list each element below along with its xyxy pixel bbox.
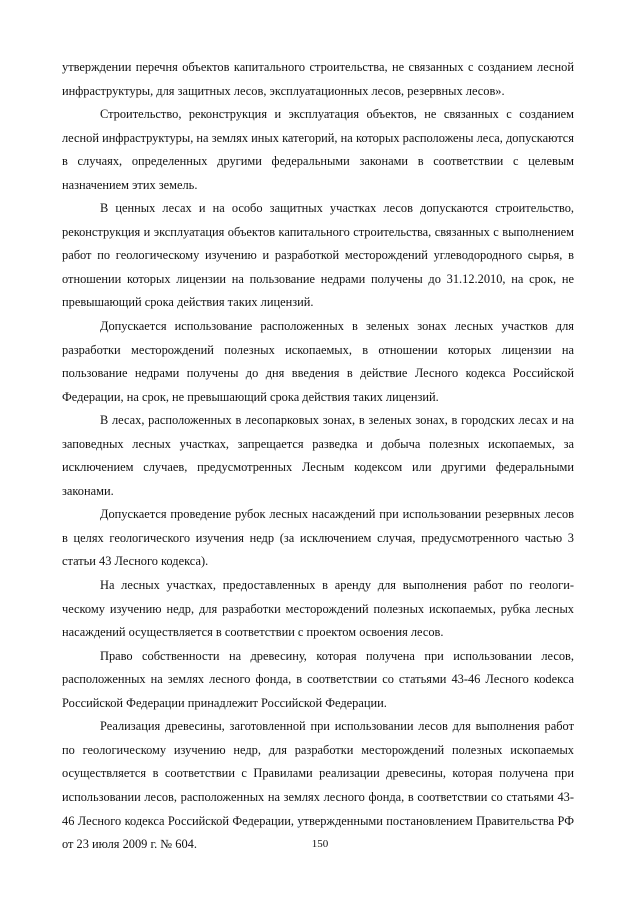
paragraph-wood-ownership: Право собственности на древесину, которая получена при использовании лесов, расположенных на землях лесного фонда, в соответствии со статьями 43-46 Лесного коdекса Российской Федерации принадлежит Российской Федерации. [62, 648, 574, 710]
page-number: 150 [311, 838, 329, 850]
paragraph-continuation: утверждении перечня объектов капитального строительства, не связанных с созданием лесной инфраструктуры, для защитных лесов, эксплуатационных лесов, резервных лесов». [62, 60, 574, 98]
paragraph-construction-other-lands: Строительство, реконструкция и эксплуатация объектов, не связанных с созданием лесной инфраструктуры, на землях иных категорий, на которых расположены леса, допускаются в случаях, определенных другими федеральными законами в соответствии с целевым назначением этих земель. [62, 107, 574, 192]
paragraph-wood-sale: Реализация древесины, заготовленной при использовании лесов для выполнения работ по геологическому изучению недр, для разработки месторождений полезных ископаемых осуществляется в соответствии с Правилами реализации древесины, которая получена при использовании лесов, расположенных на землях лесного фонда, в соответствии со статьями 43-46 Лесного кодекса Российской Федерации, утвержденными постановлением Правительства РФ от 23 июля 2009 г. № 604. [62, 719, 574, 852]
paragraph-valuable-forests: В ценных лесах и на особо защитных участках лесов допускаются строительство, реконструкция и эксплуатация объектов капитального строительства, связанных с выполнением работ по геологическому изучению и разработкой месторождений углеводородного сырья, в отношении которых лицензии на пользование недрами получены до 31.12.2010, на срок, не превышающий срока действия таких лицензий. [62, 201, 574, 310]
paragraph-leased-plots: На лесных участках, предоставленных в аренду для выполнения работ по геологическому изучению недр, для разработки месторождений полезных ископаемых, рубка лесных насаждений осуществляется в соответствии с проектом освоения лесов. [62, 578, 574, 640]
document-body [62, 56, 574, 857]
paragraph-reserve-forest-felling: Допускается проведение рубок лесных насаждений при использовании резервных лесов в целях геологического изучения недр (за исключением случая, предусмотренного частью 3 статьи 43 Лесного кодекса). [62, 507, 574, 569]
paragraph-forest-park-zones: В лесах, расположенных в лесопарковых зонах, в зеленых зонах, в городских лесах и на заповедных лесных участках, запрещается разведка и добыча полезных ископаемых, за исключением случаев, предусмотренных Лесным кодексом или другими федеральными законами. [62, 413, 574, 498]
paragraph-green-zones: Допускается использование расположенных в зеленых зонах лесных участков для разработки месторождений полезных ископаемых, в отношении которых лицензии на пользование недрами получены до дня введения в действие Лесного кодекса Российской Федерации, на срок, не превышающий срока действия таких лицензий. [62, 319, 574, 404]
